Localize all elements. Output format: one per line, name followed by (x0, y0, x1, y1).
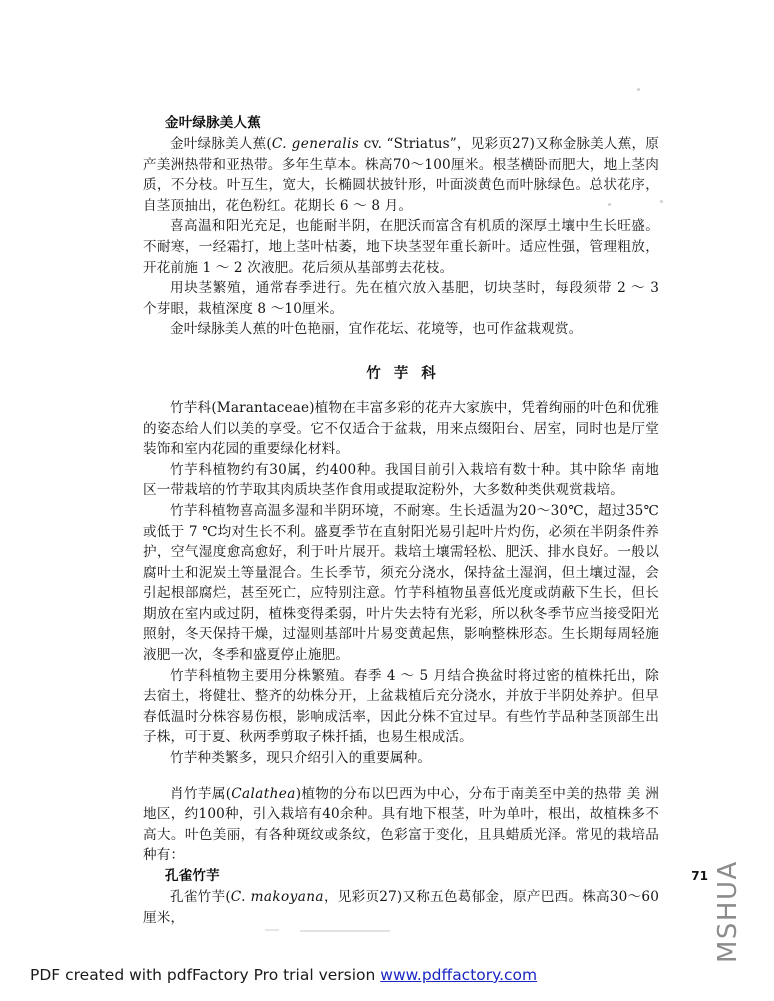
paragraph-canna-culture: 喜高温和阳光充足，也能耐半阴，在肥沃而富含有机质的深厚土壤中生长旺盛。不耐寒，一经霜打，地上茎叶枯萎，地下块茎翌年重长新叶。适应性强，管理粗放，开花前施 1 ～ 2 次液肥。花后须从基部剪去花枝。 (143, 218, 659, 276)
paragraph-makoyana-description (143, 887, 659, 928)
paragraph-family-propagation: 竹芋科植物主要用分株繁殖。春季 4 ～ 5 月结合换盆时将过密的植株托出，除去宿土，将健壮、整齐的幼株分开，上盆栽植后充分浇水，并放于半阴处养护。但早春低温时分株容易伤根，影响成活率，因此分株不宜过早。有些竹芋品种茎顶部生出子株，可于夏、秋两季剪取子株扦插，也易生根成活。 (143, 667, 659, 746)
genus-text-after: )植物的分布以巴西为中心，分布于南美至中美的热带 美 洲 地区，约100种，引入栽培有40余种。具有地下根茎，叶为单叶，根出，故植株多不高大。叶色美丽，有各种斑纹或条纹，色彩富于变化，且具蜡质光泽。常见的栽培品种有： (143, 785, 659, 864)
page-number: 71 (691, 869, 708, 883)
scan-speck (265, 929, 279, 931)
side-watermark: MSHUA (713, 860, 743, 963)
family-section-title: 竹芋科 (366, 365, 449, 382)
footer-watermark (30, 966, 537, 984)
family-text-before: 竹芋科( (170, 399, 217, 416)
scan-speck (637, 88, 640, 91)
spacer-after-family-title (143, 383, 659, 398)
canna-latin-name: C. generalis (271, 136, 360, 152)
entry-heading-makoyana: 孔雀竹芋 (165, 868, 220, 884)
footer-text: PDF created with pdfFactory Pro trial version (30, 966, 381, 984)
paragraph-canna-propagation: 用块茎繁殖，通常春季进行。先在植穴放入基肥，切块茎时，每段须带 2 ～ 3 个芽眼，栽植深度 8 ～10厘米。 (143, 280, 659, 317)
genus-latin-name: Calathea (231, 785, 296, 802)
paragraph-canna-uses: 金叶绿脉美人蕉的叶色艳丽，宜作花坛、花境等，也可作盆栽观赏。 (170, 321, 583, 338)
scan-speck (300, 930, 390, 932)
paragraph-family-intro (143, 398, 659, 460)
paragraph-canna-description (143, 134, 659, 216)
makoyana-text-before: 孔雀竹芋( (170, 889, 231, 905)
scan-speck (660, 200, 663, 203)
entry-heading-canna: 金叶绿脉美人蕉 (165, 115, 261, 131)
canna-text-before: 金叶绿脉美人蕉( (170, 136, 272, 152)
scan-speck (608, 203, 611, 206)
genus-text-before: 肖竹芋属( (170, 785, 232, 802)
paragraph-genus-calathea (143, 784, 659, 866)
makoyana-text-after: ，见彩页27)又称五色葛郁金，原产巴西。株高30～60厘米， (143, 889, 659, 926)
family-latin-name: Marantaceae (216, 399, 310, 416)
paragraph-family-genera-count: 竹芋科植物约有30属，约400种。我国目前引入栽培有数十种。其中除华 南地 区一带栽培的竹芋取其肉质块茎作食用或提取淀粉外，大多数种类供观赏栽培。 (143, 461, 659, 499)
makoyana-latin-name: C. makoyana (230, 889, 324, 905)
canna-cv-marker: cv. (359, 136, 387, 152)
paragraph-family-summary: 竹芋种类繁多，现只介绍引入的重要属种。 (170, 750, 432, 767)
canna-text-after: ，见彩页27)又称金脉美人蕉，原产美洲热带和亚热带。多年生草本。株高70～100厘米。根茎横卧而肥大，地上茎肉质，不分枝。叶互生，宽大，长椭圆状披针形，叶面淡黄色而叶脉绿色。总状花序，自茎顶抽出，花色粉红。花期长 6 ～ 8 月。 (143, 136, 659, 214)
pdffactory-link[interactable]: www.pdffactory.com (380, 966, 538, 984)
page-content (143, 113, 659, 928)
spacer-before-genus (143, 769, 659, 784)
family-text-after: )植物在丰富多彩的花卉大家族中，凭着绚丽的叶色和优雅 的姿态给人们以美的享受。它不仅适合于盆栽，用来点缀阳台、居室，同时也是厅堂装饰和室内花园的重要绿化材料。 (143, 399, 659, 458)
spacer-before-family-title (143, 340, 659, 362)
paragraph-family-growing-conditions: 竹芋科植物喜高温多湿和半阴环境，不耐寒。生长适温为20～30℃，超过35℃或低于 7 ℃均对生长不利。盛夏季节在直射阳光易引起叶片灼伤，必须在半阴条件养护，空气湿度愈高愈好，利于叶片展开。栽培土壤需轻松、肥沃、排水良好。一般以腐叶土和泥炭土等量混合。生长季节，须充分浇水，保持盆土湿润，但土壤过湿，会引起根部腐烂，甚至死亡，应特别注意。竹芋科植物虽喜低光度或荫蔽下生长，但长期放在室内或过阴，植株变得柔弱，叶片失去特有光彩，所以秋冬季节应当接受阳光照射，冬天保持干燥，过湿则基部叶片易变黄起焦，影响整株形态。生长期每周轻施液肥一次，冬季和盛夏停止施肥。 (143, 502, 659, 664)
canna-cultivar-name: “Striatus” (386, 136, 457, 152)
